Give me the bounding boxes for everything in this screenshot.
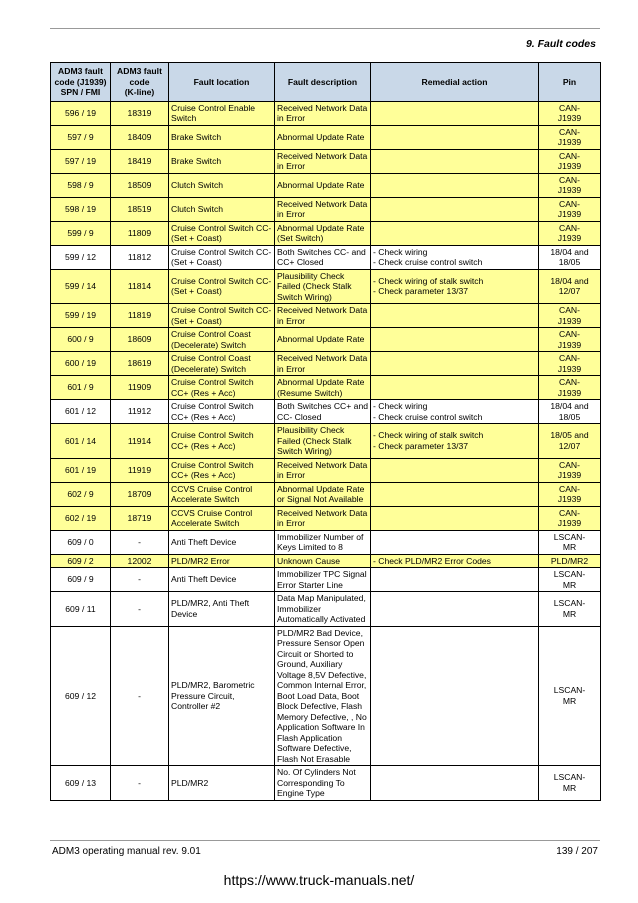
- pin: LSCAN- MR: [539, 626, 601, 766]
- fault-location: CCVS Cruise Control Accelerate Switch: [169, 506, 275, 530]
- fault-code-spn-fmi: 598 / 9: [51, 173, 111, 197]
- pin: 18/04 and 12/07: [539, 269, 601, 304]
- fault-description: Abnormal Update Rate: [275, 125, 371, 149]
- fault-description: Abnormal Update Rate: [275, 328, 371, 352]
- col-header-spn-fmi: ADM3 fault code (J1939) SPN / FMI: [51, 63, 111, 102]
- fault-code-spn-fmi: 609 / 13: [51, 766, 111, 801]
- fault-location: Clutch Switch: [169, 173, 275, 197]
- table-row: [51, 568, 601, 592]
- pin: PLD/MR2: [539, 554, 601, 568]
- remedial-action: [371, 530, 539, 554]
- fault-description: Received Network Data in Error: [275, 458, 371, 482]
- fault-description: Received Network Data in Error: [275, 506, 371, 530]
- fault-location: Cruise Control Switch CC+ (Res + Acc): [169, 458, 275, 482]
- fault-location: Cruise Control Switch CC- (Set + Coast): [169, 221, 275, 245]
- table-row: [51, 269, 601, 304]
- table-row: [51, 530, 601, 554]
- fault-code-kline: 18419: [111, 149, 169, 173]
- table-row: [51, 592, 601, 627]
- table-row: [51, 221, 601, 245]
- fault-code-kline: 18519: [111, 197, 169, 221]
- footer-rule: [50, 840, 600, 841]
- pin: CAN- J1939: [539, 149, 601, 173]
- fault-code-spn-fmi: 601 / 12: [51, 400, 111, 424]
- remedial-action: - Check wiring - Check cruise control switch: [371, 400, 539, 424]
- pin: CAN- J1939: [539, 125, 601, 149]
- fault-location: PLD/MR2: [169, 766, 275, 801]
- fault-description: Received Network Data in Error: [275, 352, 371, 376]
- fault-location: Anti Theft Device: [169, 530, 275, 554]
- fault-description: Received Network Data in Error: [275, 197, 371, 221]
- section-title: 9. Fault codes: [525, 38, 596, 50]
- fault-description: Abnormal Update Rate or Signal Not Available: [275, 482, 371, 506]
- remedial-action: [371, 197, 539, 221]
- remedial-action: [371, 458, 539, 482]
- fault-description: Immobilizer Number of Keys Limited to 8: [275, 530, 371, 554]
- table-row: [51, 125, 601, 149]
- fault-description: Data Map Manipulated, Immobilizer Automatically Activated: [275, 592, 371, 627]
- fault-code-spn-fmi: 602 / 19: [51, 506, 111, 530]
- pin: CAN- J1939: [539, 328, 601, 352]
- table-row: [51, 482, 601, 506]
- fault-code-spn-fmi: 609 / 9: [51, 568, 111, 592]
- fault-description: Abnormal Update Rate (Resume Switch): [275, 376, 371, 400]
- table-header-row: [51, 63, 601, 102]
- fault-code-kline: 11912: [111, 400, 169, 424]
- remedial-action: [371, 352, 539, 376]
- remedial-action: [371, 304, 539, 328]
- table-row: [51, 328, 601, 352]
- table-row: [51, 304, 601, 328]
- pin: 18/04 and 18/05: [539, 245, 601, 269]
- fault-code-spn-fmi: 600 / 9: [51, 328, 111, 352]
- pin: CAN- J1939: [539, 304, 601, 328]
- fault-location: PLD/MR2, Anti Theft Device: [169, 592, 275, 627]
- pin: CAN- J1939: [539, 197, 601, 221]
- fault-description: Plausibility Check Failed (Check Stalk Switch Wiring): [275, 424, 371, 459]
- fault-code-spn-fmi: 599 / 9: [51, 221, 111, 245]
- remedial-action: [371, 482, 539, 506]
- pin: 18/04 and 18/05: [539, 400, 601, 424]
- pin: LSCAN- MR: [539, 766, 601, 801]
- table-row: [51, 197, 601, 221]
- col-header-location: Fault location: [169, 63, 275, 102]
- fault-description: No. Of Cylinders Not Corresponding To Engine Type: [275, 766, 371, 801]
- fault-code-kline: 11812: [111, 245, 169, 269]
- header-rule: [50, 28, 600, 29]
- fault-description: Unknown Cause: [275, 554, 371, 568]
- table-row: [51, 376, 601, 400]
- manual-revision: ADM3 operating manual rev. 9.01: [52, 846, 201, 857]
- fault-description: PLD/MR2 Bad Device, Pressure Sensor Open Circuit or Shorted to Ground, Auxiliary Voltage 8,5V Defective, Common Internal Error, Boot Load Data, Boot Block Defective, Flash Memory Defective, , No Application Software In Flash Application Software Defective, Flash Not Erasable: [275, 626, 371, 766]
- remedial-action: [371, 149, 539, 173]
- col-header-pin: Pin: [539, 63, 601, 102]
- remedial-action: [371, 766, 539, 801]
- fault-code-kline: 11914: [111, 424, 169, 459]
- pin: CAN- J1939: [539, 376, 601, 400]
- page-number: 139 / 207: [556, 846, 598, 857]
- fault-location: PLD/MR2 Error: [169, 554, 275, 568]
- fault-code-kline: 18409: [111, 125, 169, 149]
- pin: CAN- J1939: [539, 173, 601, 197]
- fault-code-kline: 18319: [111, 101, 169, 125]
- table-row: [51, 766, 601, 801]
- fault-code-kline: -: [111, 626, 169, 766]
- pin: CAN- J1939: [539, 352, 601, 376]
- fault-code-spn-fmi: 601 / 19: [51, 458, 111, 482]
- col-header-kline: ADM3 fault code (K-line): [111, 63, 169, 102]
- fault-code-spn-fmi: 599 / 12: [51, 245, 111, 269]
- fault-description: Immobilizer TPC Signal Error Starter Line: [275, 568, 371, 592]
- fault-location: Cruise Control Switch CC+ (Res + Acc): [169, 376, 275, 400]
- table-row: [51, 245, 601, 269]
- fault-location: CCVS Cruise Control Accelerate Switch: [169, 482, 275, 506]
- pin: LSCAN- MR: [539, 568, 601, 592]
- fault-code-spn-fmi: 609 / 12: [51, 626, 111, 766]
- table-row: [51, 101, 601, 125]
- fault-code-kline: -: [111, 530, 169, 554]
- fault-description: Received Network Data in Error: [275, 101, 371, 125]
- fault-location: Cruise Control Switch CC- (Set + Coast): [169, 304, 275, 328]
- fault-code-kline: 18709: [111, 482, 169, 506]
- fault-description: Received Network Data in Error: [275, 149, 371, 173]
- fault-code-spn-fmi: 609 / 0: [51, 530, 111, 554]
- fault-description: Both Switches CC+ and CC- Closed: [275, 400, 371, 424]
- fault-code-spn-fmi: 609 / 2: [51, 554, 111, 568]
- remedial-action: [371, 568, 539, 592]
- fault-code-spn-fmi: 598 / 19: [51, 197, 111, 221]
- fault-code-spn-fmi: 597 / 9: [51, 125, 111, 149]
- fault-location: Anti Theft Device: [169, 568, 275, 592]
- fault-code-table: [50, 62, 601, 801]
- table-row: [51, 149, 601, 173]
- fault-code-spn-fmi: 599 / 19: [51, 304, 111, 328]
- fault-location: Cruise Control Switch CC- (Set + Coast): [169, 245, 275, 269]
- remedial-action: [371, 328, 539, 352]
- fault-code-kline: 11814: [111, 269, 169, 304]
- fault-code-spn-fmi: 597 / 19: [51, 149, 111, 173]
- fault-code-spn-fmi: 596 / 19: [51, 101, 111, 125]
- fault-location: Cruise Control Switch CC+ (Res + Acc): [169, 424, 275, 459]
- table-row: [51, 554, 601, 568]
- table-row: [51, 400, 601, 424]
- fault-code-spn-fmi: 601 / 9: [51, 376, 111, 400]
- fault-description: Received Network Data in Error: [275, 304, 371, 328]
- fault-code-kline: 11919: [111, 458, 169, 482]
- col-header-description: Fault description: [275, 63, 371, 102]
- fault-code-spn-fmi: 600 / 19: [51, 352, 111, 376]
- remedial-action: - Check PLD/MR2 Error Codes: [371, 554, 539, 568]
- fault-code-kline: -: [111, 766, 169, 801]
- remedial-action: - Check wiring - Check cruise control switch: [371, 245, 539, 269]
- remedial-action: - Check wiring of stalk switch - Check parameter 13/37: [371, 424, 539, 459]
- fault-description: Abnormal Update Rate (Set Switch): [275, 221, 371, 245]
- fault-location: Cruise Control Enable Switch: [169, 101, 275, 125]
- fault-code-kline: 12002: [111, 554, 169, 568]
- col-header-action: Remedial action: [371, 63, 539, 102]
- table-row: [51, 458, 601, 482]
- pin: 18/05 and 12/07: [539, 424, 601, 459]
- table-row: [51, 424, 601, 459]
- fault-location: PLD/MR2, Barometric Pressure Circuit, Controller #2: [169, 626, 275, 766]
- fault-location: Cruise Control Switch CC+ (Res + Acc): [169, 400, 275, 424]
- fault-location: Cruise Control Coast (Decelerate) Switch: [169, 328, 275, 352]
- pin: LSCAN- MR: [539, 592, 601, 627]
- table-row: [51, 173, 601, 197]
- fault-code-kline: 18509: [111, 173, 169, 197]
- fault-code-kline: -: [111, 568, 169, 592]
- fault-description: Both Switches CC- and CC+ Closed: [275, 245, 371, 269]
- source-url[interactable]: https://www.truck-manuals.net/: [223, 872, 415, 888]
- remedial-action: [371, 221, 539, 245]
- fault-location: Clutch Switch: [169, 197, 275, 221]
- remedial-action: [371, 376, 539, 400]
- fault-code-kline: 11809: [111, 221, 169, 245]
- remedial-action: [371, 173, 539, 197]
- table-body: [51, 101, 601, 800]
- fault-location: Brake Switch: [169, 125, 275, 149]
- fault-location: Cruise Control Coast (Decelerate) Switch: [169, 352, 275, 376]
- remedial-action: [371, 626, 539, 766]
- fault-code-kline: 11819: [111, 304, 169, 328]
- fault-location: Brake Switch: [169, 149, 275, 173]
- pin: CAN- J1939: [539, 482, 601, 506]
- pin: CAN- J1939: [539, 101, 601, 125]
- fault-code-spn-fmi: 602 / 9: [51, 482, 111, 506]
- remedial-action: [371, 101, 539, 125]
- fault-code-kline: 11909: [111, 376, 169, 400]
- fault-code-kline: 18719: [111, 506, 169, 530]
- table-row: [51, 626, 601, 766]
- table-row: [51, 506, 601, 530]
- fault-code-kline: 18619: [111, 352, 169, 376]
- pin: CAN- J1939: [539, 221, 601, 245]
- fault-description: Plausibility Check Failed (Check Stalk Switch Wiring): [275, 269, 371, 304]
- fault-location: Cruise Control Switch CC- (Set + Coast): [169, 269, 275, 304]
- pin: CAN- J1939: [539, 458, 601, 482]
- remedial-action: [371, 592, 539, 627]
- fault-code-spn-fmi: 601 / 14: [51, 424, 111, 459]
- table-row: [51, 352, 601, 376]
- remedial-action: [371, 125, 539, 149]
- fault-code-kline: 18609: [111, 328, 169, 352]
- pin: CAN- J1939: [539, 506, 601, 530]
- fault-code-spn-fmi: 599 / 14: [51, 269, 111, 304]
- fault-code-kline: -: [111, 592, 169, 627]
- remedial-action: [371, 506, 539, 530]
- fault-code-spn-fmi: 609 / 11: [51, 592, 111, 627]
- fault-description: Abnormal Update Rate: [275, 173, 371, 197]
- remedial-action: - Check wiring of stalk switch - Check parameter 13/37: [371, 269, 539, 304]
- pin: LSCAN- MR: [539, 530, 601, 554]
